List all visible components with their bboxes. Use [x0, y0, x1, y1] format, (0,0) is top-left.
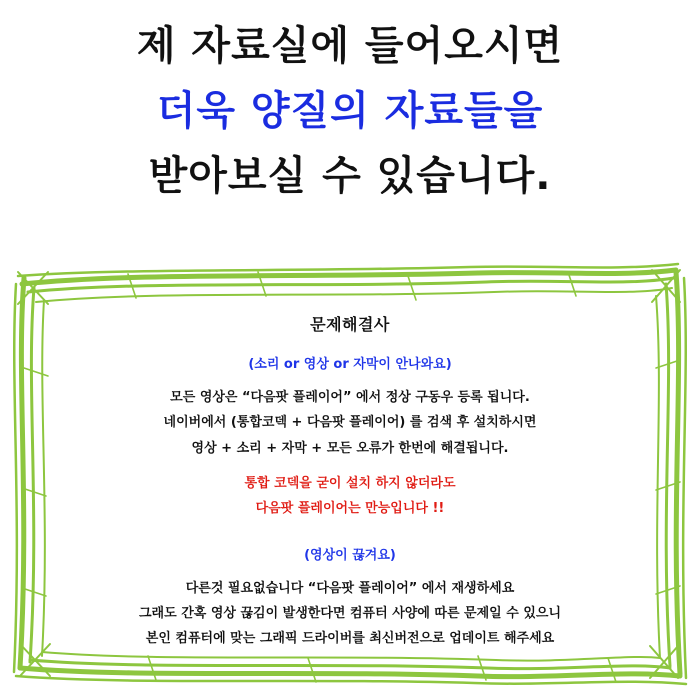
section1-line-5: 다음팟 플레이어는 만능입니다 !!: [255, 501, 445, 517]
section2-heading: (영상이 끊겨요): [304, 547, 396, 563]
section1-heading: (소리 or 영상 or 자막이 안나와요): [248, 357, 452, 372]
spacer: [70, 522, 630, 544]
section1-line-2: 네이버에서 (통합코덱 + 다음팟 플레이어) 를 검색 후 설치하시면: [163, 415, 537, 431]
section1-line-3: 영상 + 소리 + 자막 + 모든 오류가 한번에 해결됩니다.: [191, 440, 509, 456]
section1-line-1: 모든 영상은 “다음팟 플레이어” 에서 정상 구동우 등록 됩니다.: [170, 390, 530, 405]
section1-line-4: 통합 코덱을 굳이 설치 하지 않더라도: [244, 476, 456, 492]
headline-line-3: 받아보실 수 있습니다.: [148, 152, 552, 199]
spacer: [70, 461, 630, 471]
section2-line-3: 본인 컴퓨터에 맞는 그래픽 드라이버를 최신버전으로 업데이트 해주세요: [145, 631, 555, 647]
headline-line-1: 제 자료실에 들어오시면: [136, 23, 564, 69]
panel-content: [70, 312, 630, 652]
panel-title: 문제해결사: [310, 315, 390, 334]
headline-block: [0, 14, 700, 208]
headline-line-2: 더욱 양질의 자료들을: [156, 87, 544, 134]
section2-line-1: 다른것 필요없습니다 “다음팟 플레이어” 에서 재생하세요: [185, 580, 515, 596]
section2-line-2: 그래도 간혹 영상 끊김이 발생한다면 컴퓨터 사양에 따른 문제일 수 있으니: [139, 606, 561, 622]
